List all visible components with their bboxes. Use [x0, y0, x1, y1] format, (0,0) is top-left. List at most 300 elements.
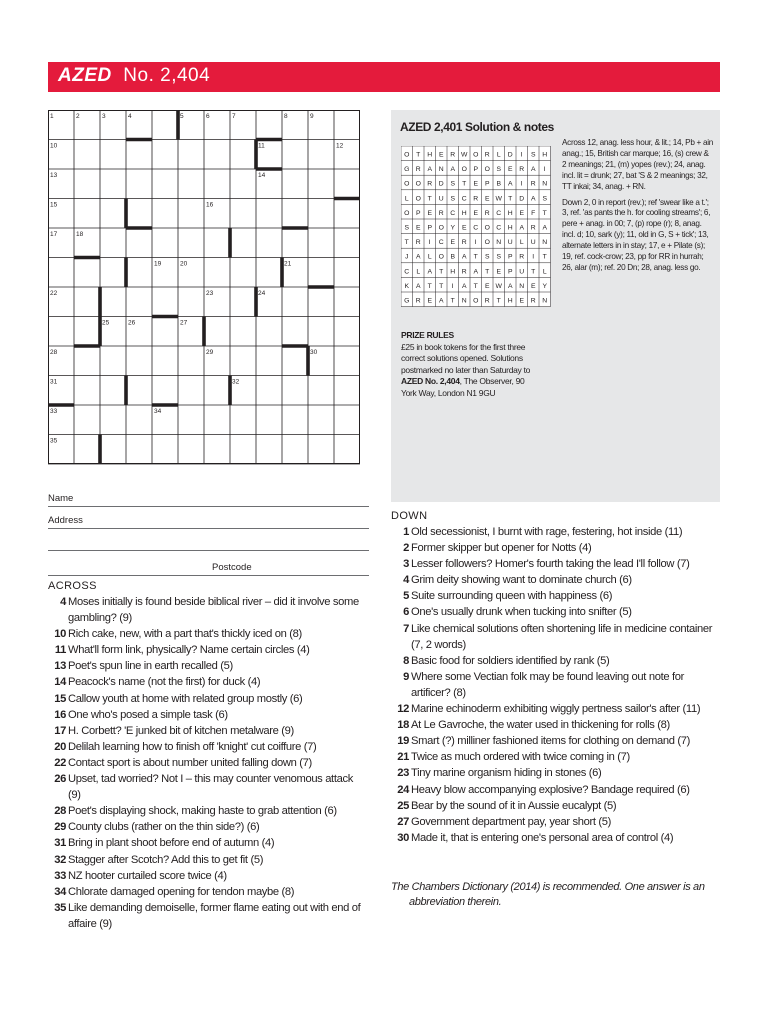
- solution-letter: O: [484, 239, 490, 247]
- down-clue: [391, 653, 721, 669]
- solution-letter: A: [427, 268, 433, 276]
- grid-clue-number: 5: [180, 113, 184, 120]
- solution-letter: N: [438, 166, 444, 174]
- solution-letter: T: [542, 209, 547, 217]
- clue-number: 7: [403, 622, 409, 635]
- solution-letter: J: [405, 253, 409, 261]
- clue-text: Contact sport is about number united falling down (7): [68, 756, 312, 769]
- solution-letter: S: [484, 253, 490, 261]
- down-clue: [391, 588, 721, 604]
- solution-letter: O: [438, 253, 444, 261]
- clue-text: Peacock's name (not the first) for duck (4): [68, 676, 261, 689]
- grid-clue-number: 26: [128, 319, 136, 327]
- solution-letter: R: [484, 151, 490, 159]
- clue-text: Bring in plant shoot before end of autumn (4): [68, 837, 275, 850]
- solution-letter: I: [428, 239, 431, 247]
- solution-letter: C: [438, 239, 444, 247]
- across-clue: [48, 674, 368, 690]
- solution-letter: N: [496, 239, 502, 247]
- solution-letter: T: [531, 268, 536, 276]
- across-clue: [48, 707, 368, 723]
- grid-clue-number: 2: [76, 113, 80, 120]
- brand-name: AZED: [58, 65, 112, 86]
- solution-letter: R: [530, 297, 536, 305]
- solution-letter: W: [461, 151, 468, 159]
- clue-text: Upset, tad worried? Not I – this may counter venomous attack (9): [68, 773, 353, 802]
- solution-letter: H: [450, 268, 456, 276]
- down-clue: [391, 814, 721, 830]
- clue-text: Suite surrounding queen with happiness (6): [411, 590, 613, 603]
- solution-letter: F: [531, 209, 536, 217]
- clue-number: 2: [403, 542, 409, 555]
- grid-clue-number: 1: [50, 113, 54, 120]
- solution-letter: A: [507, 282, 513, 290]
- clue-number: 25: [397, 799, 409, 812]
- solution-letter: I: [520, 151, 523, 159]
- solution-letter: H: [427, 151, 433, 159]
- grid-clue-number: 3: [102, 113, 106, 120]
- puzzle-title: [58, 65, 210, 87]
- clue-number: 17: [54, 724, 66, 737]
- solution-letter: E: [496, 268, 502, 276]
- across-clue: [48, 803, 368, 819]
- solution-letter: C: [496, 224, 502, 232]
- solution-letter: W: [495, 195, 502, 203]
- solution-letter: T: [462, 180, 467, 188]
- solution-letter: R: [530, 224, 536, 232]
- grid-clue-number: 14: [258, 172, 266, 179]
- solution-letter: I: [474, 239, 477, 247]
- solution-letter: G: [404, 297, 410, 305]
- down-notes: Down 2, 0 in report (rev.); ref 'swear like a t.'; 3, ref. 'as pants the h. for cooling streams'; 6, pere + anag. in 00; 7, (p) rope (r); 8, anag. incl. d; 10, sark (y); 11, old in G, S + tick'; 13, alternate letters in in stay; 17, e + Pilate (s); 19, ref. cock-crow; 23, pp for RR in hurrah; 26, alar (m); ref. 20 Dn; 28, anag. less go.: [562, 197, 711, 272]
- across-clue: [48, 691, 368, 707]
- across-clue: [48, 755, 368, 771]
- clue-text: One's usually drunk when tucking into snifter (5): [411, 606, 632, 619]
- clue-text: Bear by the sound of it in Aussie eucalypt (5): [411, 799, 617, 812]
- grid-clue-number: 22: [50, 290, 58, 297]
- solution-letter: R: [519, 253, 525, 261]
- clue-number: 3: [403, 558, 409, 571]
- solution-letter: O: [404, 180, 410, 188]
- solution-letter: A: [415, 253, 421, 261]
- solution-letter: T: [427, 195, 432, 203]
- solution-letter: E: [484, 282, 490, 290]
- down-clue: [391, 701, 721, 717]
- grid-clue-number: 32: [232, 378, 240, 386]
- clue-number: 9: [403, 670, 409, 683]
- clue-text: Made it, that is entering one's personal area of control (4): [411, 831, 674, 844]
- across-clue: [48, 723, 368, 739]
- down-clue: [391, 604, 721, 620]
- address-label: Address: [48, 515, 83, 526]
- clue-text: Marine echinoderm exhibiting wiggly pertness sailor's after (11): [411, 703, 701, 716]
- clue-text: Delilah learning how to finish off 'knight' cut coiffure (7): [68, 740, 317, 753]
- grid-clue-number: 17: [50, 231, 58, 238]
- solution-letter: A: [542, 224, 548, 232]
- down-clue: [391, 524, 721, 540]
- clue-text: Grim deity showing want to dominate church (6): [411, 574, 632, 587]
- solution-letter: U: [530, 239, 536, 247]
- down-clue: [391, 669, 721, 701]
- clue-text: County clubs (rather on the thin side?) (6): [68, 821, 260, 834]
- grid-clue-number: 19: [154, 260, 162, 268]
- clue-number: 22: [54, 756, 66, 769]
- prize-puzzle-ref: AZED No. 2,404: [401, 376, 460, 387]
- solution-letter: D: [507, 151, 513, 159]
- clue-number: 31: [54, 837, 66, 850]
- clue-text: Government department pay, year short (5): [411, 815, 611, 828]
- solution-letter: O: [473, 297, 479, 305]
- clue-text: Poet's displaying shock, making haste to grab attention (6): [68, 805, 337, 818]
- solution-letter: H: [461, 209, 467, 217]
- solution-letter: R: [461, 239, 467, 247]
- solution-letter: T: [508, 195, 513, 203]
- clue-text: Tiny marine organism hiding in stones (6): [411, 767, 602, 780]
- clue-text: Like chemical solutions often shortening life in medicine container (7, 2 words): [411, 622, 713, 651]
- prize-heading: PRIZE RULES: [401, 330, 454, 340]
- across-clue: [48, 835, 368, 851]
- solution-letter: B: [450, 253, 456, 261]
- solution-letter: H: [507, 209, 513, 217]
- solution-letter: T: [404, 239, 409, 247]
- grid-clue-number: 16: [206, 201, 214, 209]
- solution-letter: R: [461, 268, 467, 276]
- solution-letter: A: [530, 166, 536, 174]
- solution-letter: G: [404, 166, 410, 174]
- solution-letter: A: [473, 268, 479, 276]
- clue-number: 23: [397, 767, 409, 780]
- solution-letter: B: [496, 180, 502, 188]
- solution-letter: U: [507, 239, 513, 247]
- solution-letter: L: [427, 253, 432, 261]
- solution-letter: E: [484, 195, 490, 203]
- clue-text: Chlorate damaged opening for tendon maybe (8): [68, 885, 295, 898]
- solution-letter: T: [496, 297, 501, 305]
- across-clue: [48, 658, 368, 674]
- solution-letter: L: [519, 239, 524, 247]
- across-clue: [48, 819, 368, 835]
- grid-clue-number: 12: [336, 142, 344, 150]
- solution-letter: L: [416, 268, 421, 276]
- grid-clue-number: 4: [128, 113, 132, 120]
- solution-letter: I: [532, 253, 535, 261]
- across-clue: [48, 868, 368, 884]
- solution-letter: Y: [542, 282, 548, 290]
- clue-number: 1: [403, 526, 409, 538]
- grid-clue-number: 8: [284, 113, 288, 120]
- solution-letter: S: [496, 166, 502, 174]
- clue-text: NZ hooter curtailed score twice (4): [68, 869, 227, 882]
- clue-text: Stagger after Scotch? Add this to get fit (5): [68, 853, 264, 866]
- solution-letter: E: [519, 297, 525, 305]
- clue-number: 5: [403, 590, 409, 603]
- solution-letter: C: [450, 209, 456, 217]
- clue-number: 29: [54, 821, 66, 834]
- clue-text: Rich cake, new, with a part that's thickly iced on (8): [68, 628, 302, 641]
- clue-number: 32: [54, 853, 66, 866]
- grid-clue-number: 31: [50, 378, 58, 386]
- solution-letter: I: [451, 282, 454, 290]
- solution-letter: T: [439, 282, 444, 290]
- solution-letter: N: [542, 297, 548, 305]
- solution-letter: C: [496, 209, 502, 217]
- grid-clue-number: 28: [50, 349, 58, 356]
- solution-letter: L: [542, 268, 547, 276]
- solution-letter: S: [450, 180, 456, 188]
- solution-letter: R: [473, 195, 479, 203]
- solution-letter: L: [496, 151, 501, 159]
- clue-number: 12: [397, 703, 409, 716]
- solution-letter: A: [530, 195, 536, 203]
- solution-letter: A: [438, 297, 444, 305]
- down-clue: [391, 782, 721, 798]
- solution-letter: E: [530, 282, 536, 290]
- clue-number: 21: [397, 751, 409, 764]
- solution-letter: I: [543, 166, 546, 174]
- clue-number: 8: [403, 654, 409, 667]
- solution-grid: [401, 146, 551, 309]
- solution-letter: R: [415, 166, 421, 174]
- solution-letter: R: [484, 209, 490, 217]
- solution-letter: U: [438, 195, 444, 203]
- grid-clue-number: 18: [76, 231, 84, 238]
- clue-number: 4: [403, 574, 409, 587]
- solution-letter: A: [461, 253, 467, 261]
- solution-letter: R: [484, 297, 490, 305]
- solution-letter: A: [519, 224, 525, 232]
- clue-text: Poet's spun line in earth recalled (5): [68, 660, 233, 673]
- solution-letter: S: [404, 224, 410, 232]
- clue-text: Heavy blow accompanying explosive? Bandage required (6): [411, 783, 690, 796]
- solution-letter: A: [450, 166, 456, 174]
- postcode-line[interactable]: [48, 575, 369, 576]
- clue-text: Moses initially is found beside biblical river – did it involve some gambling? (9): [68, 596, 359, 625]
- issue-number: No. 2,404: [123, 65, 211, 86]
- solution-letter: S: [450, 195, 456, 203]
- solution-letter: R: [415, 239, 421, 247]
- solution-letter: U: [519, 268, 525, 276]
- down-clue: [391, 798, 721, 814]
- grid-clue-number: 24: [258, 290, 266, 297]
- down-clues: [391, 510, 721, 846]
- clue-text: What'll form link, physically? Name certain circles (4): [68, 644, 310, 657]
- solution-letter: P: [427, 224, 433, 232]
- clue-text: At Le Gavroche, the water used in thickening for rolls (8): [411, 719, 670, 732]
- down-clue-list: [391, 524, 721, 846]
- clue-number: 14: [54, 676, 66, 689]
- clue-text: Lesser followers? Homer's fourth taking the lead I'll follow (7): [411, 558, 690, 571]
- solution-letter: N: [519, 282, 525, 290]
- name-line[interactable]: [48, 506, 369, 507]
- solution-letter: E: [438, 151, 444, 159]
- clue-number: 35: [54, 901, 66, 914]
- across-clue: [48, 771, 368, 803]
- grid-clue-number: 7: [232, 113, 236, 120]
- grid-clue-number: 6: [206, 113, 210, 120]
- across-clue: [48, 626, 368, 642]
- grid-clue-number: 25: [102, 319, 110, 327]
- clue-text: Smart (?) milliner fashioned items for clothing on demand (7): [411, 735, 690, 748]
- solution-letter: A: [427, 166, 433, 174]
- clue-number: 15: [54, 692, 66, 705]
- clue-text: Basic food for soldiers identified by rank (5): [411, 654, 610, 667]
- solution-letter: C: [473, 224, 479, 232]
- solution-letter: A: [461, 282, 467, 290]
- grid-clue-number: 9: [310, 113, 314, 120]
- solution-letter: T: [542, 253, 547, 261]
- postcode-label: Postcode: [212, 562, 252, 573]
- solution-letter: E: [427, 297, 433, 305]
- crossword-grid[interactable]: [48, 110, 360, 466]
- grid-clue-number: 29: [206, 349, 214, 356]
- grid-clue-number: 27: [180, 319, 188, 327]
- grid-clue-number: 23: [206, 290, 214, 297]
- solution-letter: E: [473, 180, 479, 188]
- prize-body: £25 in book tokens for the first three correct solutions opened. Solutions postmarked no later than Saturday to: [401, 341, 531, 375]
- clue-number: 26: [54, 773, 66, 786]
- down-clue: [391, 733, 721, 749]
- solution-letter: O: [473, 151, 479, 159]
- solution-panel: [391, 110, 720, 502]
- solution-letter: C: [461, 195, 467, 203]
- solution-letter: C: [404, 268, 410, 276]
- solution-letter: E: [519, 209, 525, 217]
- solution-letter: D: [438, 180, 444, 188]
- across-clue: [48, 884, 368, 900]
- solution-letter: W: [495, 282, 502, 290]
- solution-letter: I: [520, 180, 523, 188]
- solution-letter: N: [542, 180, 548, 188]
- solution-letter: R: [530, 180, 536, 188]
- grid-clue-number: 33: [50, 408, 58, 415]
- clue-text: Like demanding demoiselle, former flame eating out with end of affaire (9): [68, 901, 361, 930]
- clue-number: 18: [397, 719, 409, 732]
- solution-letter: H: [507, 224, 513, 232]
- solution-letter: L: [404, 195, 409, 203]
- clue-text: Twice as much ordered with twice coming in (7): [411, 751, 630, 764]
- clue-number: 10: [54, 628, 66, 641]
- clue-number: 11: [54, 644, 66, 657]
- clue-number: 24: [397, 783, 409, 796]
- solution-letter: E: [427, 209, 433, 217]
- solution-letter: E: [450, 239, 456, 247]
- solution-letter: H: [507, 297, 513, 305]
- prize-address: , The Observer, 90 York Way, London N1 9GU: [401, 376, 525, 398]
- solution-letter: O: [404, 209, 410, 217]
- solution-letter: O: [415, 180, 421, 188]
- clue-number: 28: [54, 805, 66, 818]
- solution-letter: T: [416, 151, 421, 159]
- down-clue: [391, 572, 721, 588]
- solution-letter: T: [450, 297, 455, 305]
- solution-notes: [562, 138, 714, 274]
- clue-number: 4: [60, 596, 66, 608]
- grid-clue-number: 20: [180, 260, 188, 268]
- solution-letter: S: [496, 253, 502, 261]
- grid-clue-number: 13: [50, 172, 58, 179]
- solution-letter: A: [415, 282, 421, 290]
- puzzle-header: [48, 62, 720, 92]
- across-heading: ACROSS: [48, 580, 97, 592]
- solution-letter: P: [507, 253, 513, 261]
- solution-letter: E: [461, 224, 467, 232]
- clue-number: 33: [54, 869, 66, 882]
- name-label: Name: [48, 493, 74, 504]
- solution-letter: S: [530, 151, 536, 159]
- grid-clue-number: 35: [50, 437, 58, 445]
- clue-text: Former skipper but opener for Notts (4): [411, 542, 592, 555]
- down-clue: [391, 621, 721, 653]
- solution-letter: R: [438, 209, 444, 217]
- solution-letter: T: [439, 268, 444, 276]
- solution-letter: D: [519, 195, 525, 203]
- solution-letter: P: [473, 166, 479, 174]
- solution-letter: R: [519, 166, 525, 174]
- down-heading: DOWN: [391, 510, 428, 522]
- grid-clue-number: 30: [310, 349, 318, 356]
- grid-clue-number: 11: [258, 142, 265, 150]
- clue-text: H. Corbett? 'E junked bit of kitchen metalware (9): [68, 724, 294, 737]
- solution-letter: E: [507, 166, 513, 174]
- solution-letter: Y: [450, 224, 456, 232]
- down-clue: [391, 765, 721, 781]
- solution-letter: O: [438, 224, 444, 232]
- across-clue: [48, 852, 368, 868]
- solution-letter: T: [485, 268, 490, 276]
- solution-letter: P: [507, 268, 513, 276]
- clue-number: 13: [54, 660, 66, 673]
- address-line-1[interactable]: [48, 528, 369, 529]
- solution-letter: O: [484, 224, 490, 232]
- prize-rules: [401, 330, 541, 400]
- solution-letter: K: [404, 282, 410, 290]
- solution-letter: S: [542, 195, 548, 203]
- down-clue: [391, 749, 721, 765]
- grid-clue-number: 10: [50, 142, 58, 150]
- solution-letter: N: [461, 297, 467, 305]
- solution-letter: N: [542, 239, 548, 247]
- solution-letter: A: [507, 180, 513, 188]
- solution-letter: P: [484, 180, 490, 188]
- clue-number: 20: [54, 740, 66, 753]
- solution-letter: O: [415, 195, 421, 203]
- down-clue: [391, 556, 721, 572]
- clue-number: 34: [54, 885, 66, 898]
- down-clue: [391, 830, 721, 846]
- solution-letter: P: [415, 209, 421, 217]
- solution-title: AZED 2,401 Solution & notes: [400, 120, 554, 134]
- solution-letter: R: [427, 180, 433, 188]
- solution-letter: H: [542, 151, 548, 159]
- solution-letter: E: [415, 224, 421, 232]
- solution-letter: E: [473, 209, 479, 217]
- address-line-2[interactable]: [48, 550, 369, 551]
- solution-letter: T: [427, 282, 432, 290]
- solution-letter: O: [404, 151, 410, 159]
- grid-clue-number: 34: [154, 408, 162, 415]
- across-clue: [48, 594, 368, 626]
- solution-letter: T: [473, 253, 478, 261]
- grid-clue-number: 15: [50, 201, 58, 209]
- clue-number: 30: [397, 831, 409, 844]
- solution-letter: R: [415, 297, 421, 305]
- solution-letter: R: [450, 151, 456, 159]
- across-clue-list: [48, 594, 368, 932]
- clue-number: 19: [397, 735, 409, 748]
- clue-text: One who's posed a simple task (6): [68, 708, 228, 721]
- dictionary-note: The Chambers Dictionary (2014) is recommended. One answer is an abbreviation therein.: [391, 881, 705, 908]
- across-clues: [48, 580, 368, 932]
